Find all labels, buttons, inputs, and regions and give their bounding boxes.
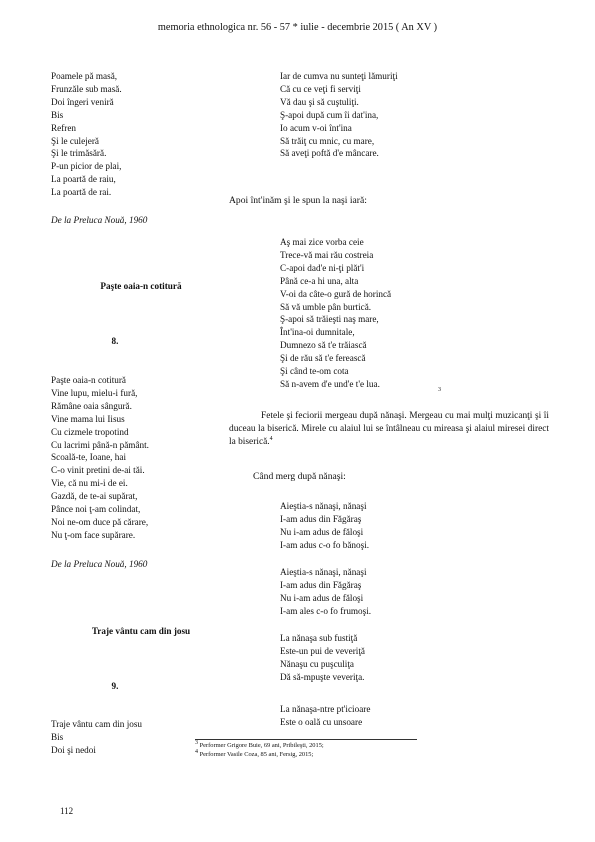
verse-block-2 [280,236,550,391]
source-note: De la Preluca Nouă, 1960 [51,559,148,569]
verse-line: Şi când te-om cota [280,366,349,377]
verse-line: Nu ţ-om face supărare. [51,529,136,540]
verse-line: C-o vinit pretini de-ai tăi. [51,465,145,476]
song-title: Paşte oaia-n cotitură [100,281,182,291]
verse-line: Vă dau şi să cuştuliţi. [280,96,359,107]
verse-line: I-am adus din Făgăraş [280,579,362,590]
verse-line: Nănaşu cu puşculiţa [280,658,354,669]
verse-line: Că cu ce veţi fi serviţi [280,83,361,94]
running-header: memoria ethnologica nr. 56 - 57 * iulie - decembrie 2015 ( An XV ) [157,22,438,33]
verse-line: I-am adus c-o fo bănoşi. [280,539,370,550]
verse-line: Ş-apoi să trăieşti naş mare, [280,314,379,325]
verse-line: Pânce noi ţ-am colindat, [51,504,141,515]
verse-line: Şi le culejeră [51,135,99,146]
verse-line: Poamele pă masă, [51,71,118,81]
verse-line: Paşte oaia-n cotitură [51,375,127,385]
verse-line: Vine lupu, mielu-i fură, [51,387,138,398]
verse-line: V-oi da câte-o gură de horincă [280,288,392,299]
verse-line: Înt'ina-oi dumnitale, [280,327,355,338]
verse-block-3c [280,632,550,684]
footnote-divider [195,739,417,740]
verse-line: Dumnezo să t'e trăiască [280,340,367,351]
source-note: De la Preluca Nouă, 1960 [51,215,148,225]
verse-line: Este-un pui de veveriţă [280,645,365,656]
verse-line: Nu i-am adus de făloşi [280,526,364,537]
verse-block-1 [280,70,550,160]
song-number: 9. [111,681,119,691]
song-a-verses [51,70,251,199]
verse-line: Doi îngeri veniră [51,96,114,107]
verse-line: C-apoi dad'e ni-ţi plăt'i [280,262,365,273]
verse-line: Ş-apoi după cum îi dat'ina, [280,109,379,120]
verse-line: Să trăiţ cu mnic, cu mare, [280,135,375,146]
verse-line: Gazdă, de te-ai supărat, [51,491,138,502]
verse-line: Să n-avem d'e und'e t'e lua. [280,378,380,389]
footnotes [195,739,495,759]
footnote-marker: 4 [269,436,273,443]
intro-line: Când merg după nănaşi: [253,471,346,482]
footnote: 4 Performer Vasile Coza, 85 ani, Fersig, 2015; [195,748,314,758]
verse-line: Aieştia-s nănaşi, nănaşi [280,501,367,511]
verse-line: Dă să-mpuşte veveriţa. [280,671,365,682]
verse-line: Io acum v-oi înt'ina [280,122,352,133]
verse-line: Este o oală cu unsoare [280,716,363,727]
verse-line: Nu i-am adus de făloşi [280,592,364,603]
verse-block-3d [280,703,550,729]
verse-line: La poartă de rai. [51,187,112,198]
verse-line: Să vă umble pân burtică. [280,301,372,312]
verse-line: La nănaşa-ntre pt'icioare [280,704,371,714]
paragraph-text: Fetele şi feciorii mergeau după nănaşi. Mergeau cu mai mulţi muzicanţi şi îi duceau la biserică. Mirele cu alaiul lui se întâlneau cu mireasa şi alaiul miresei direct la biserică. [229,411,549,448]
verse-line: I-am adus din Făgăraş [280,513,362,524]
verse-line: Doi şi nedoi [51,744,96,755]
intro-line: Apoi înt'inăm şi le spun la naşi iară: [229,195,367,206]
verse-line: Aş mai zice vorba ceie [280,237,364,247]
verse-line: Aieştia-s nănaşi, nănaşi [280,567,367,577]
verse-line: Traje vântu cam din josu [51,719,143,729]
verse-line: P-un picior de plai, [51,161,122,172]
verse-line: La poartă de raiu, [51,174,116,185]
verse-line: La nănaşa sub fustiţă [280,633,358,643]
verse-line: Frunzăle sub masă. [51,83,122,94]
verse-line: Şi le trimăsără. [51,148,107,159]
verse-line: I-am ales c-o fo frumoşi. [280,605,372,616]
verse-line: Trece-vă mai rău costreia [280,249,374,260]
narrative-paragraph [229,410,549,450]
footnote-marker: 3 [438,386,441,393]
verse-block-3b [280,566,550,618]
verse-line: Bis [51,109,64,120]
verse-line: Rămâne oaia sângură. [51,400,132,411]
verse-line: Vine mama lui Iisus [51,413,125,424]
verse-line: Scoală-te, Ioane, hai [51,452,126,463]
verse-line: Cu lacrimi până-n pământ. [51,439,149,450]
verse-line: Iar de cumva nu sunteţi lămuriţi [280,71,398,81]
song-number: 8. [111,336,119,346]
verse-line: Bis [51,731,64,742]
verse-line: Vie, că nu mi-i de ei. [51,478,128,489]
song-b-verses [51,374,251,542]
footnote: 3 Performer Grigore Buie, 69 ani, Pribileşti, 2015; [195,739,324,749]
verse-line: Şi de rău să t'e ferească [280,353,366,364]
song-title: Traje vântu cam din josu [91,626,191,636]
verse-line: Să aveţi poftă d'e mâncare. [280,148,379,159]
verse-line: Cu cizmele tropotind [51,426,129,437]
verse-line: Până ce-a hi una, alta [280,275,359,286]
verse-line: Noi ne-om duce pă cărare, [51,516,149,527]
verse-block-3a [280,500,550,552]
page-number: 112 [60,806,74,816]
verse-line: Refren [51,122,76,133]
